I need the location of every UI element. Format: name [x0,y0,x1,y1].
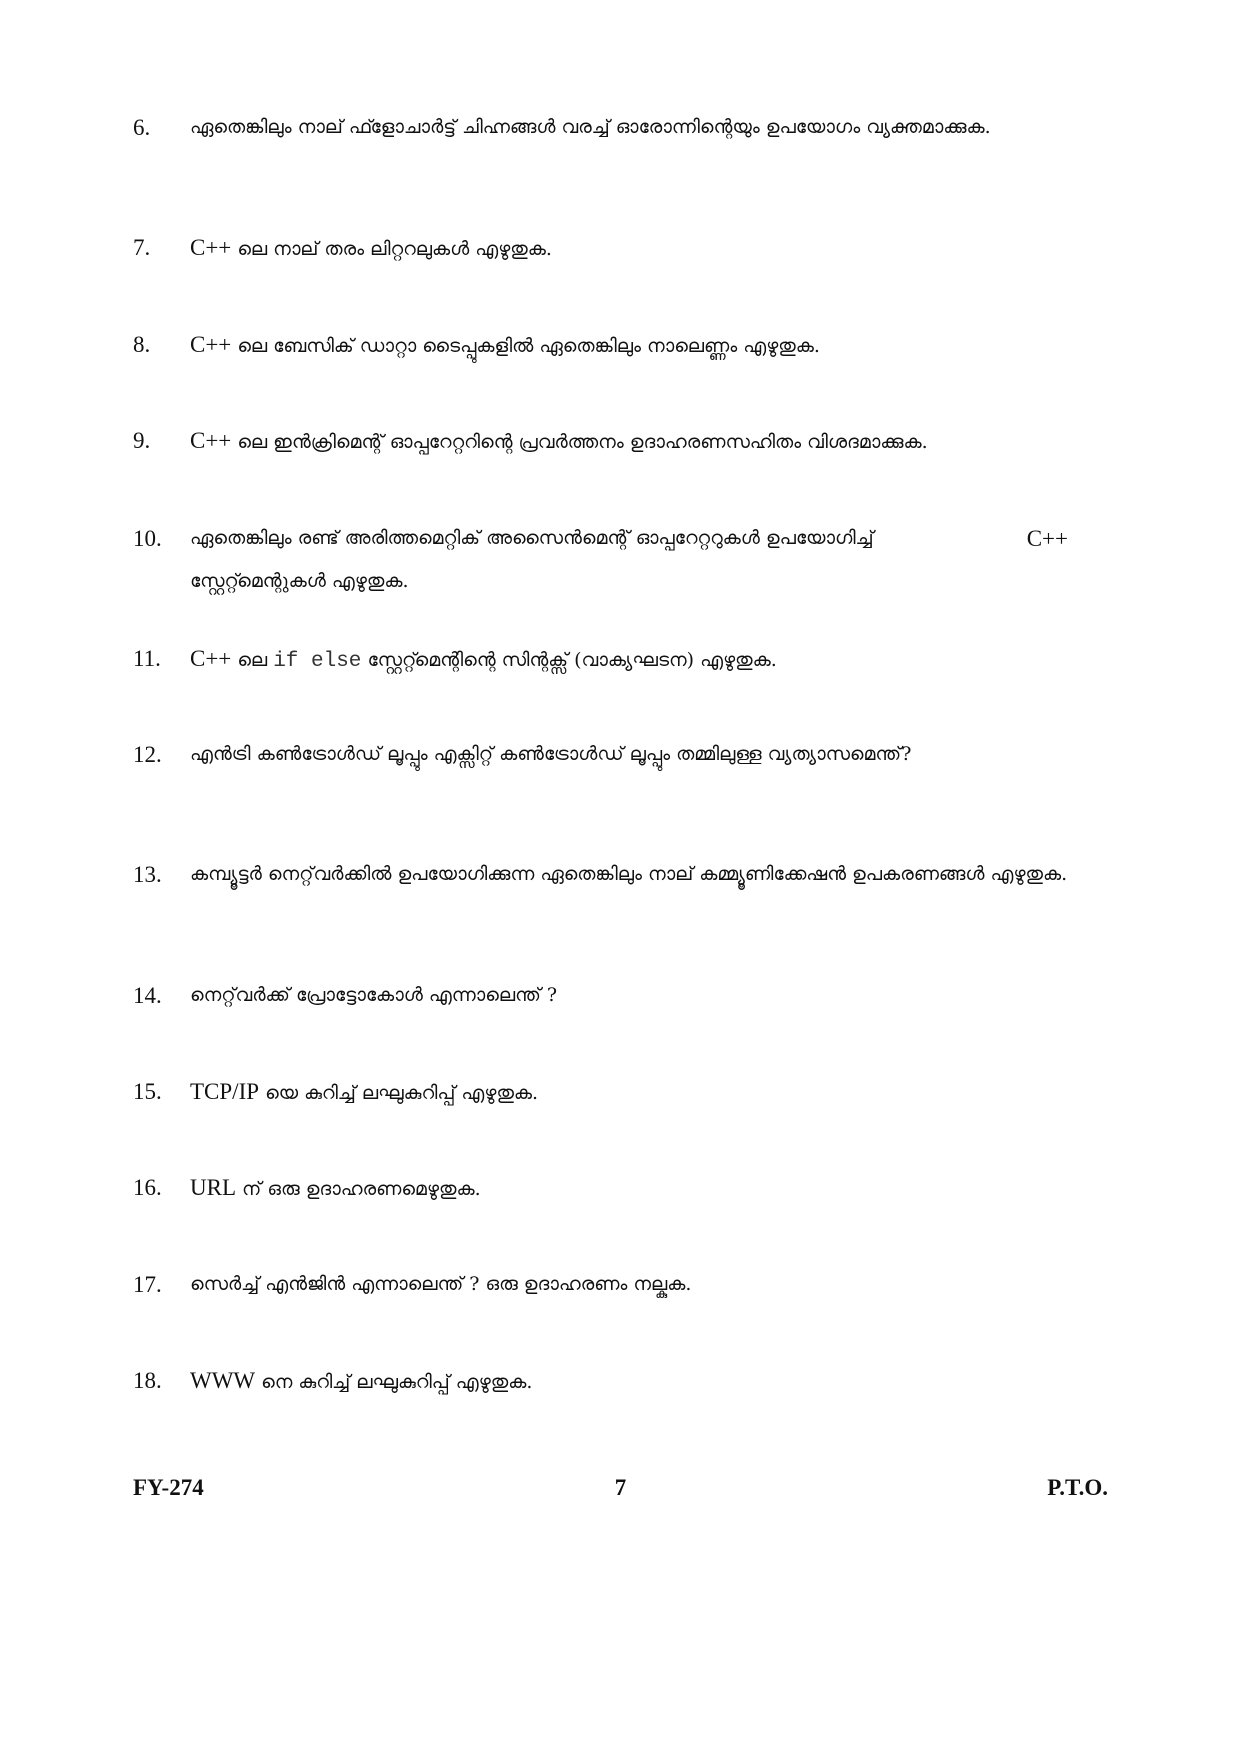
question-16 [133,1166,1068,1211]
question-number: 15. [133,1079,162,1104]
question-text: ഏതെങ്കിലും നാല് ഫ്ളോചാർട്ട് ചിഹ്നങ്ങൾ വരച്ച് ഓരോന്നിന്റെയും ഉപയോഗം വ്യക്തമാക്കുക. [190,116,991,138]
question-text [190,226,1068,271]
question-body: നെ കുറിച്ച് ലഘുകുറിപ്പ് എഴുതുക. [255,1371,533,1393]
question-term: URL [190,1175,236,1200]
question-number: 13. [133,862,162,887]
question-line [190,517,1068,560]
question-number: 6. [133,115,151,140]
question-text: സെർച്ച് എൻജിൻ എന്നാലെന്ത് ? ഒരു ഉദാഹരണം നല്കുക. [190,1273,692,1295]
pto-label: P.T.O. [1047,1475,1108,1500]
question-text: കമ്പ്യൂട്ടർ നെറ്റ്‌വർക്കിൽ ഉപയോഗിക്കുന്ന ഏതെങ്കിലും നാല് കമ്മ്യൂണിക്കേഷൻ ഉപകരണങ്ങൾ എഴുതുക. [190,863,1068,885]
question-number: 18. [133,1368,162,1393]
page-number: 7 [614,1475,627,1500]
question-text [190,323,1068,368]
question-body: സ്റ്റേറ്റ്മെന്റിന്റെ സിന്റക്സ് (വാക്യഘടന) എഴുതുക. [361,649,777,671]
question-9 [133,419,1068,464]
question-term: C++ [190,428,232,453]
question-connector: ലെ [231,649,274,671]
question-body: ലെ ബേസിക് ഡാറ്റാ ടൈപ്പുകളിൽ ഏതെങ്കിലും നാലെണ്ണം എഴുതുക. [231,335,820,357]
question-term: WWW [190,1368,256,1393]
question-body: ന് ഒരു ഉദാഹരണമെഴുതുക. [236,1178,481,1200]
question-term: C++ [190,332,232,357]
question-text: എൻട്രി കൺട്രോൾഡ് ലൂപ്പും എക്സിറ്റ് കൺട്രോൾഡ് ലൂപ്പും തമ്മിലുള്ള വ്യത്യാസമെന്ത്? [190,743,912,765]
question-17 [133,1263,1068,1306]
question-number: 11. [133,646,161,671]
question-text [190,517,1068,603]
question-number: 12. [133,742,162,767]
question-body: ലെ നാല് തരം ലിറ്ററലുകൾ എഴുതുക. [231,238,552,260]
question-number: 7. [133,235,151,260]
question-14 [133,974,1068,1017]
question-term: TCP/IP [190,1079,260,1104]
question-11 [133,637,1068,683]
question-text [190,637,1068,683]
question-number: 8. [133,332,151,357]
question-body: ഏതെങ്കിലും രണ്ട് അരിത്തമെറ്റിക് അസൈൻമെന്റ് ഓപ്പറേറ്ററുകൾ ഉപയോഗിച്ച് [190,527,874,549]
question-number: 9. [133,428,151,453]
question-13 [133,853,1068,896]
question-body-continued: സ്റ്റേറ്റ്മെന്റുകൾ എഴുതുക. [190,570,409,592]
question-body: യെ കുറിച്ച് ലഘുകുറിപ്പ് എഴുതുക. [259,1082,539,1104]
question-number: 10. [133,526,162,551]
question-body: ലെ ഇൻക്രിമെന്റ് ഓപ്പറേറ്ററിന്റെ പ്രവർത്തനം ഉദാഹരണസഹിതം വിശദമാക്കുക. [231,431,928,453]
question-7 [133,226,1068,271]
question-8 [133,323,1068,368]
question-text: നെറ്റ്‌വർക്ക് പ്രോട്ടോകോൾ എന്നാലെന്ത് ? [190,984,558,1006]
question-18 [133,1359,1068,1404]
question-term: C++ [190,646,232,671]
question-text [190,1070,1068,1115]
code-snippet: if else [273,650,362,673]
question-number: 14. [133,983,162,1008]
question-text [190,419,1068,464]
question-10 [133,517,1068,603]
question-number: 16. [133,1175,162,1200]
paper-code: FY-274 [133,1475,204,1500]
question-15 [133,1070,1068,1115]
question-6 [133,106,1068,149]
question-term: C++ [190,235,232,260]
question-text [190,1166,1068,1211]
question-text [190,1359,1068,1404]
question-12 [133,733,1068,776]
question-term: C++ [1026,526,1068,551]
page-footer [133,1468,1108,1508]
question-number: 17. [133,1272,162,1297]
